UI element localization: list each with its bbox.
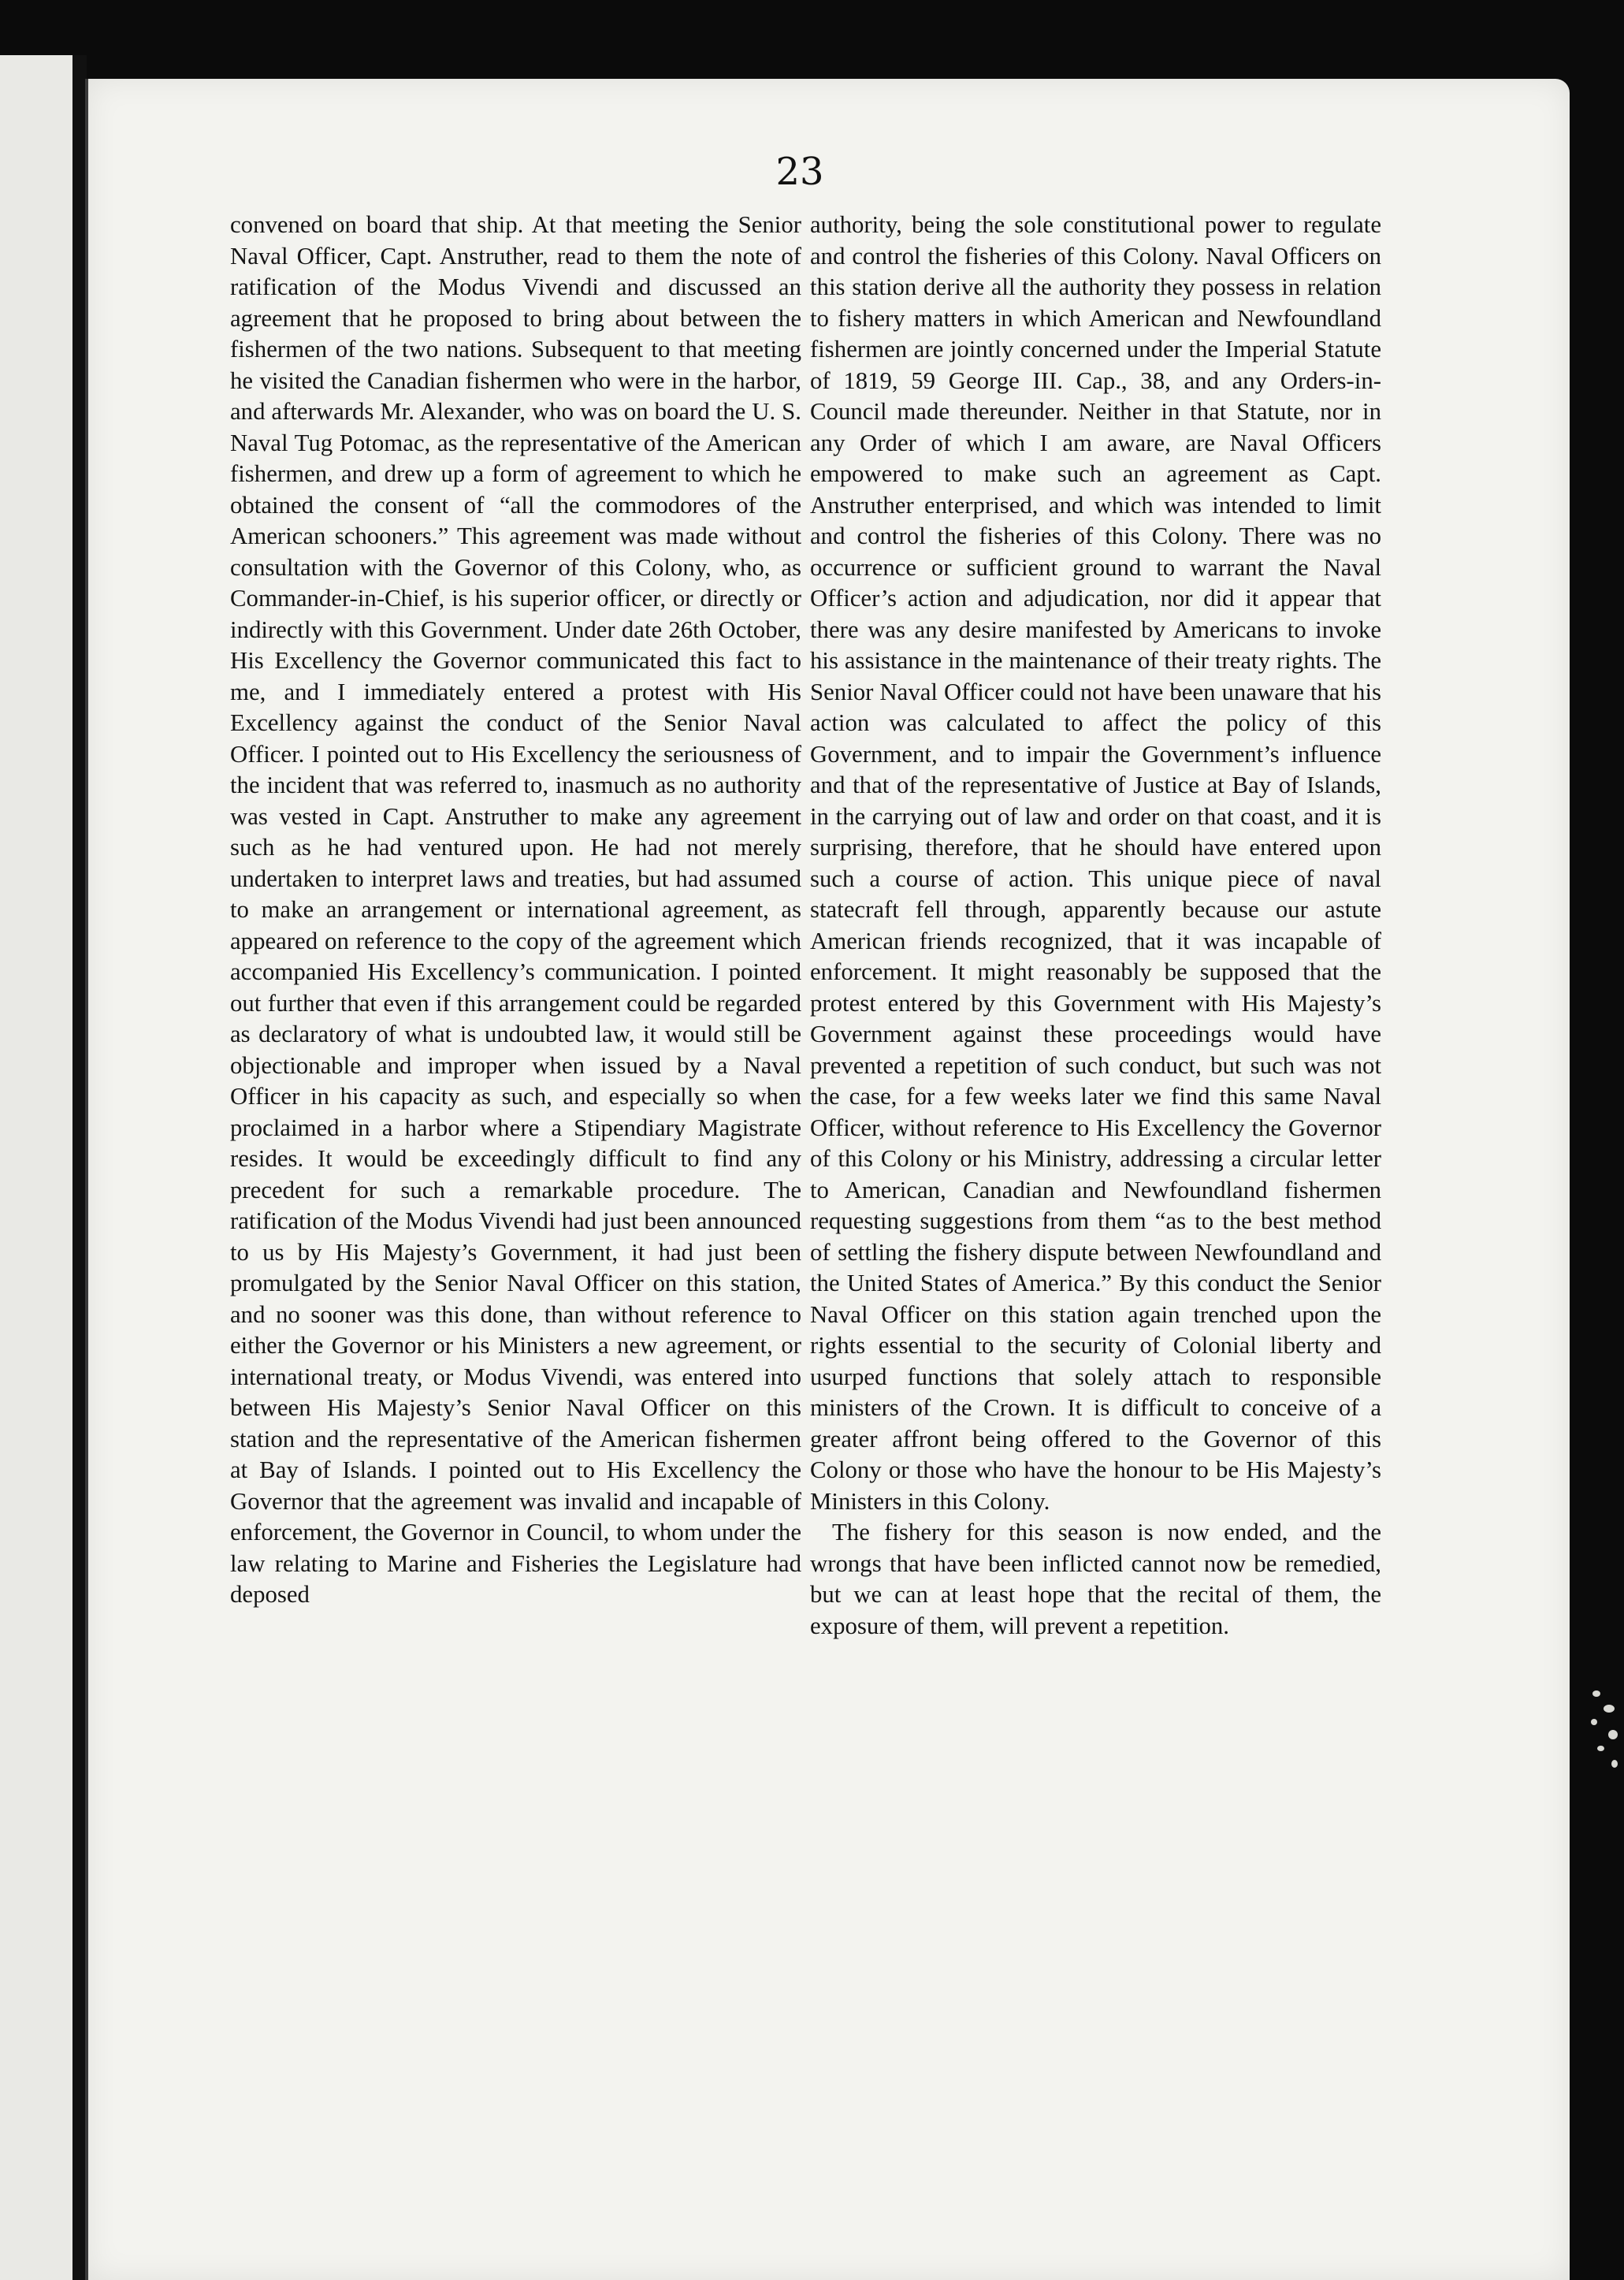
paragraph: authority, being the sole constitutional power to regulate and control the fisheries of this Colony. Naval Officers on this station derive all the authority they possess in relation to fishery matters in which American and Newfoundland fishermen are jointly concerned under the Imperial Statute of 1819, 59 George III. Cap., 38, and any Orders-in-Council made thereunder. Neither in that Statute, nor in any Order of which I am aware, are Naval Officers empowered to make such an agreement as Capt. Anstruther enterprised, and which was intended to limit and control the fisheries of this Colony. There was no occurrence or sufficient ground to warrant the Naval Officer’s action and adjudication, nor did it appear that there was any desire manifested by Americans to invoke his assistance in the maintenance of their treaty rights. The Senior Naval Officer could not have been unaware that his action was calculated to affect the policy of this Government, and to impair the Government’s influence and that of the representative of Justice at Bay of Islands, in the carrying out of law and order on that coast, and it is surprising, therefore, that he should have entered upon such a course of action. This unique piece of naval statecraft fell through, apparently because our astute American friends recognized, that it was incapable of enforcement. It might reasonably be supposed that the protest entered by this Government with His Majesty’s Government against these proceedings would have prevented a repetition of such conduct, but such was not the case, for a few weeks later we find this same Naval Officer, without reference to His Excellency the Governor of this Colony or his Ministry, addressing a circular letter to American, Canadian and Newfoundland fishermen requesting suggestions from them “as to the best method of settling the fishery dispute between Newfoundland and the United States of America.” By this conduct the Senior Naval Officer on this station again trenched upon the rights essential to the security of Colonial liberty and usurped functions that solely attach to responsible ministers of the Crown. It is difficult to conceive of a greater affront being offered to the Governor of this Colony or those who have the honour to be His Majesty’s Ministers in this Colony. <box>810 211 1381 1515</box>
previous-page-edge <box>0 55 72 2280</box>
paragraph: convened on board that ship. At that meeting the Senior Naval Officer, Capt. Anstruther, read to them the note of ratification of the Modus Vivendi and discussed an agreement that he proposed to bring about between the fishermen of the two nations. Subsequent to that meeting he visited the Canadian fishermen who were in the harbor, and afterwards Mr. Alexander, who was on board the U. S. Naval Tug Potomac, as the representative of the American fishermen, and drew up a form of agreement to which he obtained the consent of “all the commodores of the American schooners.” This agreement was made without consultation with the Governor of this Colony, who, as Commander-in-Chief, is his superior officer, or directly or indirectly with this Government. Under date 26th October, His Excellency the Governor communicated this fact to me, and I immediately entered a protest with His Excellency against the conduct of the Senior Naval Officer. I pointed out to His Excellency the seriousness of the incident that was referred to, inasmuch as no authority was vested in Capt. Anstruther to make any agreement such as he had ventured upon. He had not merely undertaken to interpret laws and treaties, but had assumed to make an arrangement or international agreement, as appeared on reference to the copy of the agreement which accompanied His Excellency’s communication. I pointed out further that even if this arrangement could be regarded as declaratory of what is undoubted law, it would still be objectionable and improper when issued by a Naval Officer in his capacity as such, and especially so when proclaimed in a harbor where a Stipendiary Magistrate resides. It would be exceedingly difficult to find any precedent for such a remarkable procedure. The ratification of the Modus Vivendi had just been announced to us by His Majesty’s Government, it had just been promulgated by the Senior Naval Officer on this station, and no sooner was this done, than without reference to either the Governor or his Ministers a new agreement, or international treaty, or Modus Vivendi, was entered into between His Majesty’s Senior Naval Officer on this station and the representative of the American fishermen at Bay of Islands. I pointed out to His Excellency the Governor that the agreement was invalid and incapable of enforcement, the Governor in Council, to whom under the law relating to Marine and Fisheries the Legislature had deposed <box>230 211 801 1608</box>
paragraph: The fishery for this season is now ended, and the wrongs that have been inflicted cannot now be remedied, but we can at least hope that the recital of them, the exposure of them, will prevent a repetition. <box>810 1519 1381 1639</box>
scan-speckle-artifact <box>1588 1683 1624 1785</box>
text-column-right <box>810 210 1381 1642</box>
page-number: 23 <box>775 150 824 194</box>
text-column-left <box>230 210 801 1611</box>
